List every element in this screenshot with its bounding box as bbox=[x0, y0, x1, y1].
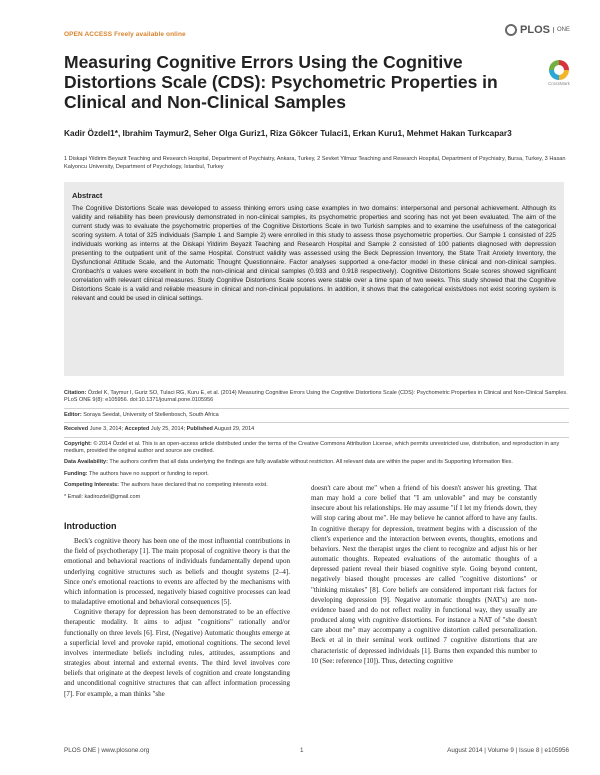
affiliations: 1 Diskapi Yildirim Beyazit Teaching and Research Hospital, Department of Psychiatry, Ankara, Turkey, 2 Sevket Yilmaz Teaching and Research Hospital, Department of Psychiatry, Bursa, Turkey, 3 Hasan Kalyoncu University, Department of Psychology, Istanbul, Turkey bbox=[64, 156, 566, 171]
citation: Citation: Özdel K, Taymur I, Guriz SO, Tulaci RG, Kuru E, et al. (2014) Measuring Cognitive Errors Using the Cognitive Distortions Scale (CDS): Psychometric Properties in Clinical and Non-Clinical Samples. PLoS ONE 9(8): e105956. doi:10.1371/journal.pone.0105956 bbox=[64, 390, 568, 404]
body-paragraph: doesn't care about me" when a friend of his doesn't answer his greeting. That man may hold a core belief that "I am unlovable" and may be constantly insecure about his relationships. He may assume "if I let my friends down, they will stop caring about me". He may believe he cannot afford to have any faults. In cognitive therapy for depression, treatment begins with a discussion of the client's experience and the interaction between events, thoughts, emotions and behaviors. Next the therapist urges the client to recognize and adjust his or her automatic thoughts. Repeated evaluations of the automatic thoughts of a depressed patient reveal their biased cognitive style. Going beyond content, negatively biased thought processes are called "cognitive distortions" or "thinking mistakes" [8]. Core beliefs are considered important risk factors for developing depression [9]. Negative automatic thoughts (NAT's) are non-evidence based and do not reflect reality in functional way, they usually are produced along with cognitive distortions. For instance a NAT of "she doesn't care about me" may accompany a cognitive distortion called personalization. Beck et al in their seminal work outlined 7 cognitive distortions that are characteristic of depressed individuals [1]. Burns then expanded this number to 10 (See: reference [10]). Thus, detecting cognitive bbox=[311, 484, 537, 665]
article-title: Measuring Cognitive Errors Using the Cognitive Distortions Scale (CDS): Psychometric Properties in Clinical and Non-Clinical Samples bbox=[64, 52, 498, 112]
issue-info: August 2014 | Volume 9 | Issue 8 | e105956 bbox=[447, 747, 569, 754]
funding: Funding: The authors have no support or funding to report. bbox=[64, 470, 209, 477]
email-link[interactable]: * Email: kadirozdel@gmail.com bbox=[64, 493, 141, 500]
crossmark-icon bbox=[549, 60, 569, 80]
divider bbox=[64, 408, 569, 409]
page-number: 1 bbox=[300, 747, 304, 754]
body-paragraph: Cognitive therapy for depression has been demonstrated to be an effective therapeutic modality. It aims to adjust "cognitions" rationally and/or functionally on three levels [6]. First, (Negative) Automatic thoughts emerge at a superficial level and provoke rapid, emotional cognitions. The second level involves intermediate beliefs including rules, attitudes, assumptions and strategies about internal and external events. The third level involves core beliefs that originate at the deepest levels of cognition and create longstanding and unconditional cognitive structures that can affect information processing [7]. For example, a man thinks "she bbox=[64, 608, 290, 698]
dates: Received June 3, 2014; Accepted July 25, 2014; Published August 29, 2014 bbox=[64, 426, 255, 433]
data-availability: Data Availability: The authors confirm that all data underlying the findings are fully available without restriction. All relevant data are within the paper and its Supporting Information files. bbox=[64, 459, 513, 466]
body-column-left bbox=[64, 521, 290, 699]
author-list: Kadir Özdel1*, Ibrahim Taymur2, Seher Olga Guriz1, Riza Gökcer Tulaci1, Erkan Kuru1, Mehmet Hakan Turkcapar3 bbox=[64, 128, 512, 138]
editor: Editor: Soraya Seedat, University of Stellenbosch, South Africa bbox=[64, 411, 219, 418]
body-column-right bbox=[311, 483, 537, 666]
section-heading-introduction: Introduction bbox=[64, 521, 117, 531]
divider bbox=[64, 422, 569, 423]
divider bbox=[64, 437, 569, 438]
competing-interests: Competing Interests: The authors have declared that no competing interests exist. bbox=[64, 482, 268, 489]
plos-one-logo[interactable]: PLOS ONE bbox=[505, 24, 570, 36]
crossmark-badge[interactable]: CrossMark bbox=[546, 60, 572, 86]
body-paragraph: Beck's cognitive theory has been one of the most influential contributions in the field of psychotherapy [1]. The main proposal of cognitive theory is that the emotional and behavioral reactions of individuals fundamentally depend upon underlying cognitive structures such as beliefs and thought systems [2–4]. Since one's emotional reactions to events are affected by the mechanisms with which information is processed, negatively biased cognitive processes can lead to maladaptive emotional and behavioral consequences [5]. bbox=[64, 537, 290, 607]
abstract-heading: Abstract bbox=[72, 191, 103, 200]
journal-url-link[interactable]: PLOS ONE | www.plosone.org bbox=[64, 747, 150, 754]
page-header bbox=[0, 0, 600, 40]
copyright: Copyright: © 2014 Özdel et al. This is an open-access article distributed under the terms of the Creative Commons Attribution License, which permits unrestricted use, distribution, and reproduction in any medium, provided the original author and source are credited. bbox=[64, 440, 560, 455]
plos-logo-icon bbox=[505, 24, 517, 36]
open-access-badge[interactable]: OPEN ACCESS Freely available online bbox=[64, 31, 186, 38]
abstract-box bbox=[64, 182, 564, 376]
abstract-text: The Cognitive Distortions Scale was developed to assess thinking errors using case examples in two domains: interpersonal and personal achievement. Although its validity and reliability has been previously demonstrated in non-clinical samples, its psychometric properties and scoring has not yet been evaluated. The aim of the current study was to evaluate the psychometric properties of the Cognitive Distortions Scale in two Turkish samples and to examine the usefulness of the categorical scoring system. A total of 325 individuals (Sample 1 and Sample 2) were enrolled in this study to assess those psychometric properties. Our Sample 1 consisted of 225 individuals working as interns at the Diskapi Yildirim Beyazit Teaching and Research Hospital and Sample 2 consisted of 100 patients diagnosed with depression presenting to the outpatient unit of the same Hospital. Construct validity was assessed using the Beck Depression Inventory, the State Trait Anxiety Inventory, the Dysfunctional Attitude Scale, and the Automatic Thought Questionnaire. Factor analyses supported a one-factor model in these clinical and non-clinical samples. Cronbach's α values were excellent in both the non-clinical and clinical samples (0.933 and 0.918 respectively). Cognitive Distortions Scale scores showed significant correlation with relevant clinical measures. Study Cognitive Distortions Scale scores were stable over a time span of two weeks. This study showed that the Cognitive Distortions Scale is a valid and reliable measure in clinical and non-clinical populations. In addition, it shows that the categorical exists/does not exist scoring system is relevant and could be used in clinical settings. bbox=[72, 205, 556, 302]
